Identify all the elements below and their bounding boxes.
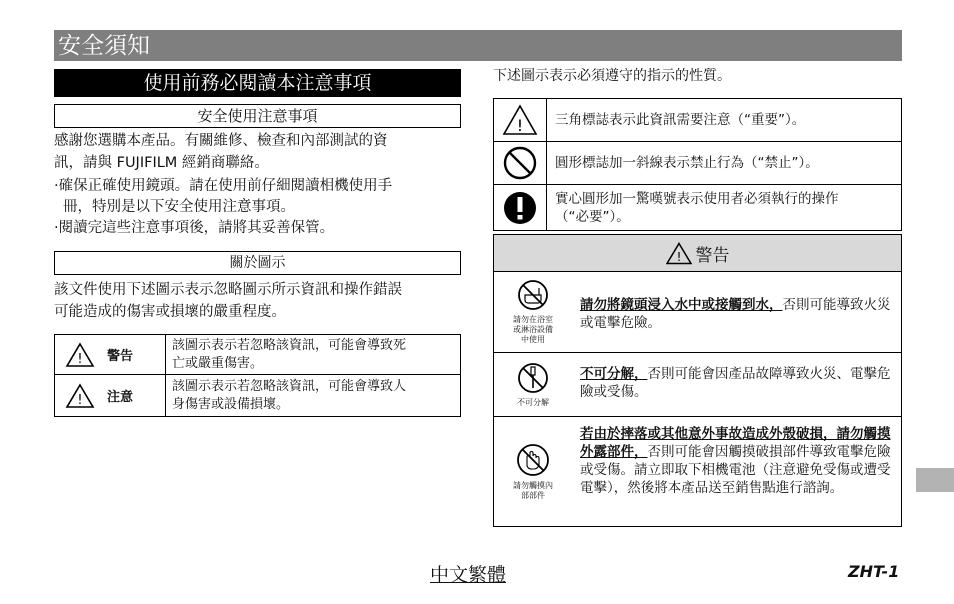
warning-icon-label: 部部件: [521, 490, 545, 500]
warning-row-disassemble: [494, 353, 901, 417]
legend-label: 注意: [107, 390, 134, 405]
no-bath-icon: [517, 279, 549, 311]
symbol-icon-cell: [494, 99, 547, 141]
bullet-dot: ·: [54, 178, 59, 194]
legend-desc-cell: [166, 335, 461, 375]
bullet-dot: ·: [54, 220, 59, 236]
footer-language: 中文繁體: [430, 564, 507, 586]
page-title: 安全須知: [58, 33, 150, 59]
warning-bold-text: 請勿將鏡頭浸入水中或接觸到水，: [580, 297, 783, 313]
warning-icon-cell: [494, 417, 572, 526]
title-bar: [54, 30, 902, 61]
symbol-row-attention: [494, 99, 901, 142]
warning-bold-text: 若由於摔落或其他意外事故造成外殼破損，請勿觸摸外露部件，: [580, 426, 891, 460]
warning-bold-text: 不可分解，: [580, 366, 648, 382]
bullet-1-line-1: 確保正確使用鏡頭。請在使用前仔細閱讀相機使用手: [58, 178, 393, 194]
symbol-desc: 圓形標誌加一斜線表示禁止行為（“禁止”）。: [555, 155, 819, 171]
warning-triangle-icon: [65, 342, 95, 368]
legend-desc-line: 該圖示表示若忽略該資訊，可能會導致死: [172, 337, 407, 353]
warning-icon-label: 請勿觸摸內: [513, 480, 553, 490]
symbol-icon-cell: [494, 185, 547, 230]
warning-icon-label: 請勿在浴室: [513, 315, 553, 324]
symbol-desc: 三角標誌表示此資訊需要注意（“重要”）。: [555, 112, 806, 128]
intro-line-1: 感謝您選購本產品。有關維修、檢查和內部測試的資: [54, 133, 388, 149]
svg-text:!: !: [516, 116, 524, 135]
warning-icon-label: 或淋浴設備: [513, 325, 553, 334]
warning-text: [572, 417, 901, 526]
legend-label: 警告: [107, 349, 134, 364]
main-heading: 使用前務必閱讀本注意事項: [54, 69, 461, 97]
warning-row-water: [494, 272, 901, 353]
legend-row-warning: [55, 335, 461, 375]
warning-icon-label: 不可分解: [517, 397, 549, 407]
svg-text:!: !: [77, 351, 83, 367]
legend-desc-line: 身傷害或設備損壞。: [172, 396, 290, 412]
symbols-table: [493, 98, 902, 231]
icons-heading: 關於圖示: [54, 251, 461, 275]
warning-icon-cell: [494, 272, 572, 352]
bullet-1: [54, 175, 392, 197]
warning-header: [494, 235, 901, 272]
legend-desc-line: 該圖示表示若忽略該資訊，可能會導致人: [172, 378, 407, 394]
legend-row-caution: [55, 375, 461, 417]
legend-desc-line: 亡或嚴重傷害。: [172, 355, 264, 371]
symbol-row-prohibition: [494, 142, 901, 185]
mandatory-exclamation-icon: [502, 190, 538, 226]
warning-header-label: 警告: [695, 245, 730, 266]
symbol-desc-block: [547, 190, 839, 226]
warning-text: [572, 353, 901, 416]
bullet-1-line-2: 冊，特別是以下安全使用注意事項。: [63, 199, 295, 215]
svg-text:!: !: [77, 392, 83, 408]
attention-triangle-icon: [502, 104, 538, 136]
side-tab: [916, 468, 954, 492]
warning-icon-label: 中使用: [521, 335, 545, 344]
symbol-icon-cell: [494, 142, 547, 184]
no-touch-icon: [516, 443, 550, 477]
legend-desc-cell: [166, 375, 461, 417]
warning-rest-text: 否則可能會因觸摸破損部件導致電擊危險或受傷。請立即取下相機電池（注意避免受傷或遭受電擊），然後將本產品送至銷售點進行諮詢。: [580, 444, 891, 496]
bullet-2: [54, 217, 334, 239]
symbol-desc: 實心圓形加一驚嘆號表示使用者必須執行的操作: [555, 190, 839, 207]
icons-intro-line-1: 該文件使用下述圖示表示忽略圖示所示資訊和操作錯誤: [54, 282, 402, 298]
legend-table: [54, 334, 461, 417]
legend-label-cell: [55, 335, 166, 375]
icons-intro-line-2: 可能造成的傷害或損壞的嚴重程度。: [54, 304, 286, 320]
warning-icon-cell: [494, 353, 572, 416]
warning-rest-text: 否則可能導致火災或電擊危險。: [580, 297, 891, 331]
legend-label-cell: [55, 375, 166, 417]
bullet-2-line-1: 閱讀完這些注意事項後，請將其妥善保管。: [58, 220, 335, 236]
intro-line-2: 訊，請與 FUJIFILM 經銷商聯絡。: [54, 155, 269, 171]
caution-triangle-icon: [65, 383, 95, 409]
symbol-row-mandatory: [494, 185, 901, 230]
symbols-intro: 下述圖示表示必須遵守的指示的性質。: [493, 68, 731, 84]
warning-row-touch: [494, 417, 901, 526]
svg-text:!: !: [676, 249, 681, 264]
page-number: ZHT-1: [848, 562, 900, 581]
warning-text: [572, 272, 901, 352]
warning-rest-text: 否則可能會因產品故障導致火災、電擊危險或受傷。: [580, 366, 891, 400]
no-disassemble-icon: [517, 362, 549, 394]
warning-triangle-icon: [666, 242, 692, 265]
section-heading: 安全使用注意事項: [54, 104, 461, 128]
prohibition-circle-icon: [502, 145, 538, 181]
warning-table: [493, 234, 902, 527]
symbol-desc: （“必要”）。: [555, 208, 630, 225]
